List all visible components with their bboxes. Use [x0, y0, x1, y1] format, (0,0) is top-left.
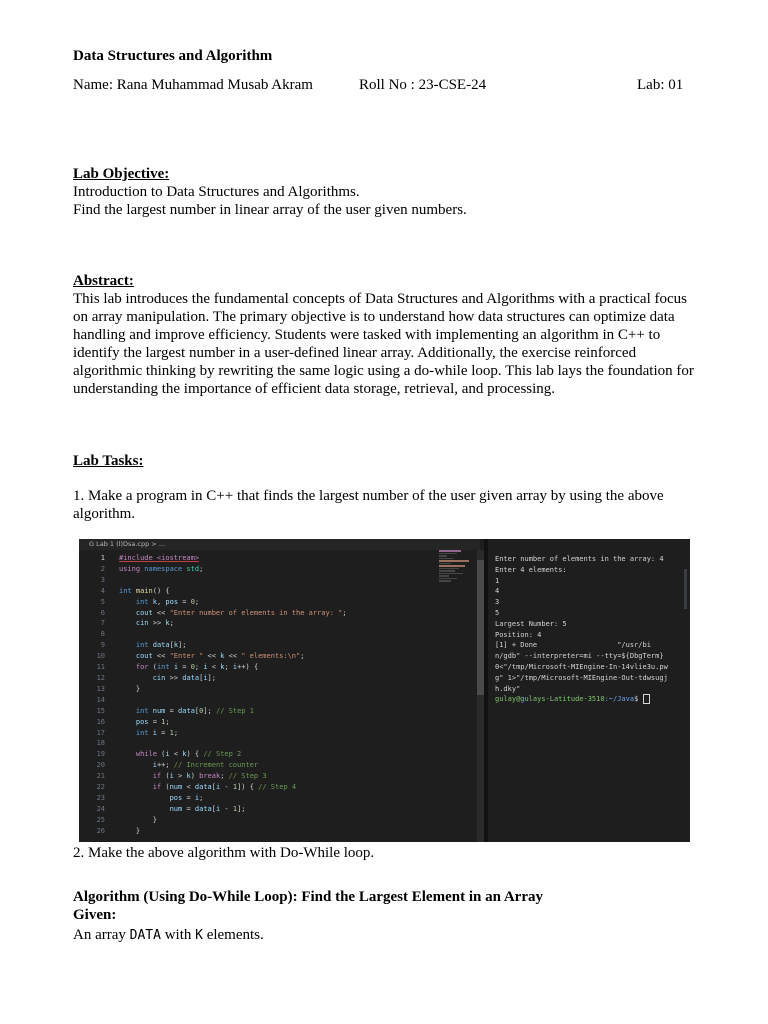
- prompt-user: gulay@gulays-Latitude-3510: [495, 695, 605, 704]
- given-text: An array DATA with K elements.: [73, 927, 264, 943]
- objective-heading: Lab Objective:: [73, 166, 170, 182]
- array-name: DATA: [129, 928, 161, 943]
- given-heading: Given:: [73, 907, 117, 923]
- editor-minimap[interactable]: [439, 550, 473, 595]
- panel-divider[interactable]: [484, 539, 488, 842]
- objective-line-1: Introduction to Data Structures and Algorithms.: [73, 184, 360, 200]
- editor-scrollbar[interactable]: [477, 550, 484, 842]
- terminal-cursor: [643, 694, 650, 704]
- editor-tab-bar: [79, 539, 480, 550]
- editor-tab: G Lab 1 (l)Dsa.cpp > ...: [89, 540, 166, 548]
- element-count-var: K: [195, 928, 203, 943]
- tasks-heading: Lab Tasks:: [73, 453, 144, 469]
- algorithm-title: Algorithm (Using Do-While Loop): Find the Largest Element in an Array: [73, 889, 543, 905]
- editor-scrollbar-thumb[interactable]: [477, 560, 484, 695]
- terminal-prompt[interactable]: [495, 694, 685, 705]
- prompt-path: :~/Java: [604, 695, 635, 704]
- abstract-text: This lab introduces the fundamental concepts of Data Structures and Algorithms with a practical focus on array manipulation. The primary objective is to understand how data structures can optimize data handling and improve efficiency. Students were tasked with implementing an algorithm in C++ to identify the largest number in a user-defined linear array. Additionally, the exercise reinforced algorithmic thinking by rewriting the same logic using a do-while loop. This lab lays the foundation for understanding the importance of efficient data storage, retrieval, and processing.: [73, 291, 694, 397]
- course-title: Data Structures and Algorithm: [73, 48, 273, 64]
- line-numbers: 1 2 3 4 5 6 7 8 9 10 11 12 13 14 15 16 17 18 19 20 21 22 23 24 25 26: [96, 554, 105, 835]
- code-editor: [79, 550, 480, 842]
- source-code: #include <iostream> using namespace std; int main() { int k, pos = 0; cout << "Enter number of elements in the array: "; cin >> k; int data[k]; cout << "Enter " << k << " elements:\n"; for (int i = 0; i < k; i++) { cin >> data[i]; } int num = data[0]; // Step 1 pos = 1; int i = 1; while (i < k) { // Step 2 i++; // Increment counter if (i > k) break; // Step 3 if (num < data[i - 1]) { // Step 4 pos = i; num = data[i - 1]; } }: [119, 554, 347, 835]
- prompt-symbol: $: [634, 695, 643, 704]
- terminal-output: Enter number of elements in the array: 4 Enter 4 elements: 1 4 3 5 Largest Number: 5 Position: 4 [1] + Done "/usr/bi n/gdb" --interpreter=mi --tty=${DbgTerm} 0<"/tmp/Microsoft-MIEngine-In-14vlie3u.pw g" 1>"/tmp/Microsoft-MIEngine-Out-tdwsugj h.dky" gulay@gulays-Latitude-3510:~/Java$: [495, 554, 685, 705]
- code-screenshot: [79, 539, 690, 842]
- task-1: 1. Make a program in C++ that finds the largest number of the user given array by using the above algorithm.: [73, 488, 664, 522]
- student-name: Name: Rana Muhammad Musab Akram: [73, 77, 313, 93]
- objective-line-2: Find the largest number in linear array of the user given numbers.: [73, 202, 467, 218]
- task-2: 2. Make the above algorithm with Do-While loop.: [73, 845, 375, 861]
- abstract-heading: Abstract:: [73, 273, 134, 289]
- roll-number: Roll No : 23-CSE-24: [359, 77, 487, 93]
- lab-number: Lab: 01: [637, 77, 684, 93]
- terminal-scrollbar[interactable]: [684, 569, 687, 609]
